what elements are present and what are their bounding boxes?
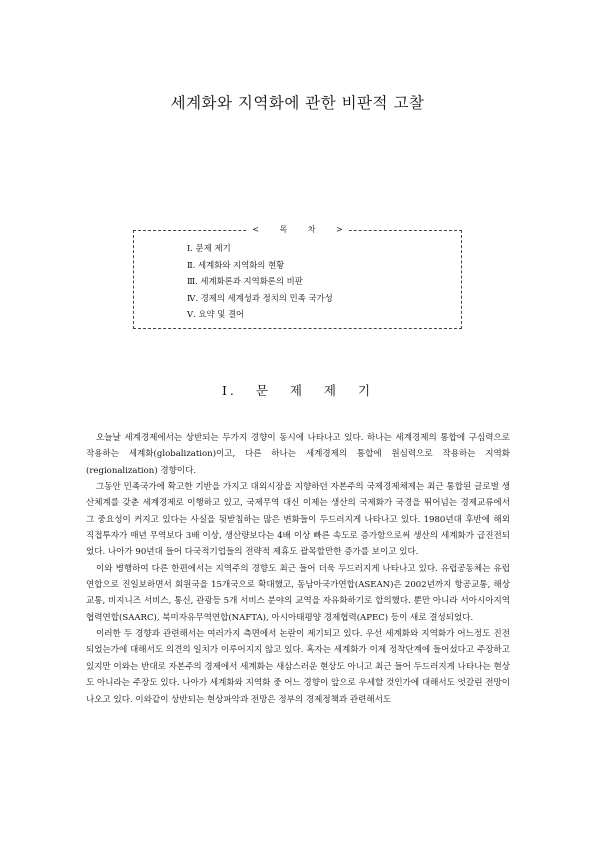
table-of-contents	[133, 225, 462, 329]
toc-item-4: Ⅳ. 경제의 세계성과 정치의 민족 국가성	[187, 292, 333, 303]
body-text	[86, 430, 510, 708]
document-title: 세계화와 지역화에 관한 비판적 고찰	[170, 94, 425, 112]
section-heading: Ⅰ. 문 제 제 기	[221, 383, 374, 398]
paragraph-3: 이와 병행하여 다른 한편에서는 지역주의 경향도 최근 들어 더욱 두드러지게 나타나고 있다. 유럽공동체는 유럽연합으로 진일보하면서 회원국을 15개국으로 확대했고, 동남아국가연합(ASEAN)은 2002년까지 항공교통, 해상교통, 비지니즈 서비스, 통신, 관광등 5개 서비스 분야의 교역을 자유화하기로 합의했다. 뿐만 아니라 서아시아지역협력연합(SAARC), 북미자유무역연합(NAFTA), 아시아태평양 경제협력(APEC) 등이 새로 결성되었다.	[86, 563, 510, 623]
toc-header: < 목 차 >	[246, 225, 349, 234]
paragraph-4: 이러한 두 경향과 관련해서는 여러가지 측면에서 논란이 제기되고 있다. 우선 세계화와 지역화가 어느정도 진전되었는가에 대해서도 의견의 일치가 이루어지지 않고 있다. 혹자는 세계화가 이제 정착단계에 들어섰다고 주장하고 있지만 이와는 반대로 자본주의 경제에서 세계화는 새삼스러운 현상도 아니고 최근 들어 두드러지게 나타나는 현상도 아니라는 주장도 있다. 나아가 세계화와 지역화 중 어느 경향이 앞으로 우세할 것인가에 대해서도 엇갈린 전망이 나오고 있다. 이와같이 상반되는 현상파악과 전망은 정부의 경제정책과 관련해서도	[86, 629, 510, 705]
toc-item-5: Ⅴ. 요약 및 결어	[187, 309, 245, 319]
toc-item-1: Ⅰ. 문제 제기	[187, 243, 231, 253]
toc-list	[187, 240, 333, 323]
paragraph-1: 오늘날 세계경제에서는 상반되는 두가지 경향이 동시에 나타나고 있다. 하나는 세계경제의 통합에 구심력으로 작용하는 세계화(globalization)이고, 다른 하나는 세계경제의 통합에 원심력으로 작용하는 지역화(regionalization) 경향이다.	[86, 433, 510, 476]
toc-item-3: Ⅲ. 세계화론과 지역화론의 비판	[187, 276, 303, 286]
toc-item-2: Ⅱ. 세계화와 지역화의 현황	[187, 259, 285, 270]
paragraph-2: 그동안 민족국가에 확고한 기반을 가지고 대외시장을 지향하던 자본주의 국제경제체제는 최근 통합된 글로벌 생산체계를 갖춘 세계경제로 이행하고 있고, 국제무역 대신 이제는 생산의 국제화가 국경을 뛰어넘는 경제교류에서 그 중요성이 커지고 있다는 사실을 뒷받침하는 많은 변화들이 두드러지게 나타나고 있다. 1980년대 후반에 해외 직접투자가 매년 무역보다 3배 이상, 생산량보다는 4배 이상 빠른 속도로 증가함으로써 생산의 세계화가 급진전되었다. 나아가 90년대 들어 다국적기업들의 전략적 제휴도 괄목할만한 증가를 보이고 있다.	[86, 482, 510, 558]
